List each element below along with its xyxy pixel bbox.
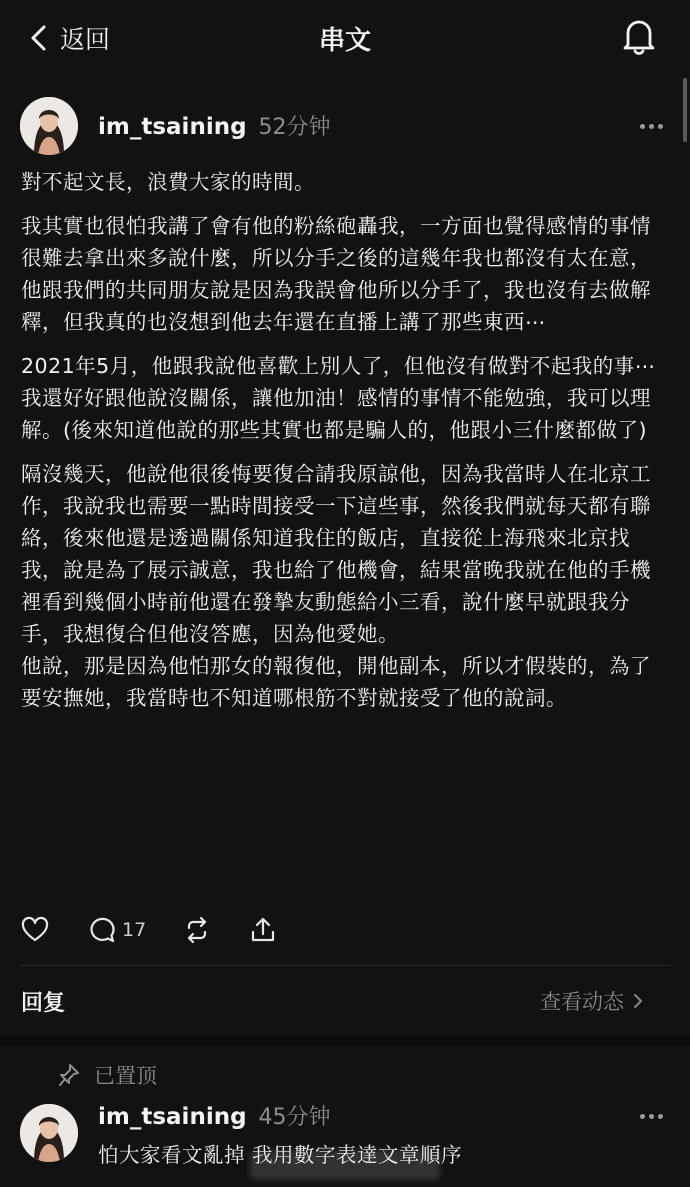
reply-author <box>98 1100 331 1134</box>
avatar-photo <box>20 97 78 155</box>
comment-button[interactable] <box>86 915 146 945</box>
post-paragraph: 我其實也很怕我講了會有他的粉絲砲轟我，一方面也覺得感情的事情很難去拿出來多說什麼，所以分手之後的這幾年我也都沒有太在意，他跟我們的共同朋友說是因為我誤會他所以分手了，我也沒有去做解釋，但我真的也沒想到他去年還在直播上講了那些東西⋯ <box>21 214 651 334</box>
dot-icon <box>640 124 645 129</box>
comment-icon <box>86 915 116 945</box>
pinned-label: 已置顶 <box>94 1064 157 1088</box>
dot-icon <box>658 1114 663 1119</box>
dot-icon <box>640 1114 645 1119</box>
share-icon <box>248 915 278 945</box>
reply-username[interactable]: im_tsaining <box>98 1104 247 1130</box>
post-paragraph: 隔沒幾天，他說他很後悔要復合請我原諒他，因為我當時人在北京工作，我說我也需要一點時間接受一下這些事，然後我們就每天都有聯絡，後來他還是透過關係知道我住的飯店，直接從上海飛來北京找我，說是為了展示誠意，我也給了他機會，結果當晚我就在他的手機裡看到幾個小時前他還在發摯友動態給小三看，說什麼早就跟我分手，我想復合但他沒答應，因為他愛她。 <box>21 462 651 646</box>
repost-icon <box>182 915 212 945</box>
reply-more-options-button[interactable] <box>640 1111 666 1121</box>
dot-icon <box>658 124 663 129</box>
chevron-right-icon <box>632 992 644 1010</box>
avatar[interactable] <box>20 97 78 155</box>
reply-count: 17 <box>122 919 147 941</box>
view-activity-label: 查看动态 <box>540 990 624 1014</box>
replies-heading: 回复 <box>21 991 66 1016</box>
reply-avatar[interactable] <box>20 1104 78 1162</box>
back-label: 返回 <box>60 25 111 54</box>
username[interactable]: im_tsaining <box>98 114 247 140</box>
share-button[interactable] <box>248 915 278 945</box>
watermark <box>250 1150 440 1180</box>
post-paragraph: 2021年5月，他跟我說他喜歡上別人了，但他沒有做對不起我的事⋯我還好好跟他說沒關係，讓他加油！感情的事情不能勉強，我可以理解。(後來知道他說的那些其實也都是騙人的，他跟小三什麼都做了) <box>21 354 656 442</box>
section-separator <box>0 1036 690 1046</box>
more-options-button[interactable] <box>640 121 666 131</box>
view-activity-link[interactable] <box>540 986 644 1016</box>
top-bar <box>0 0 690 76</box>
post-author <box>98 110 331 144</box>
page-title: 串文 <box>318 26 371 56</box>
post-body <box>21 166 671 726</box>
reply-time: 45分钟 <box>258 1105 331 1130</box>
heart-icon <box>20 915 50 945</box>
dot-icon <box>649 1114 654 1119</box>
scrollbar[interactable] <box>683 78 687 142</box>
post-time: 52分钟 <box>258 115 331 140</box>
pinned-indicator <box>58 1060 157 1090</box>
post-paragraph: 對不起文長，浪費大家的時間。 <box>21 170 315 194</box>
avatar-photo <box>20 1104 78 1162</box>
reply-text: 怕大家看文亂掉 我用數字表達文章順序 <box>98 1143 463 1167</box>
like-button[interactable] <box>20 915 50 945</box>
post-actions <box>20 910 314 950</box>
post-paragraph: 他說，那是因為他怕那女的報復他，開他副本，所以才假裝的，為了要安撫她，我當時也不知道哪根筋不對就接受了他的說詞。 <box>21 654 651 710</box>
repost-button[interactable] <box>182 915 212 945</box>
dot-icon <box>649 124 654 129</box>
pin-icon <box>58 1063 80 1087</box>
divider <box>20 965 670 966</box>
bell-icon[interactable] <box>620 16 658 56</box>
